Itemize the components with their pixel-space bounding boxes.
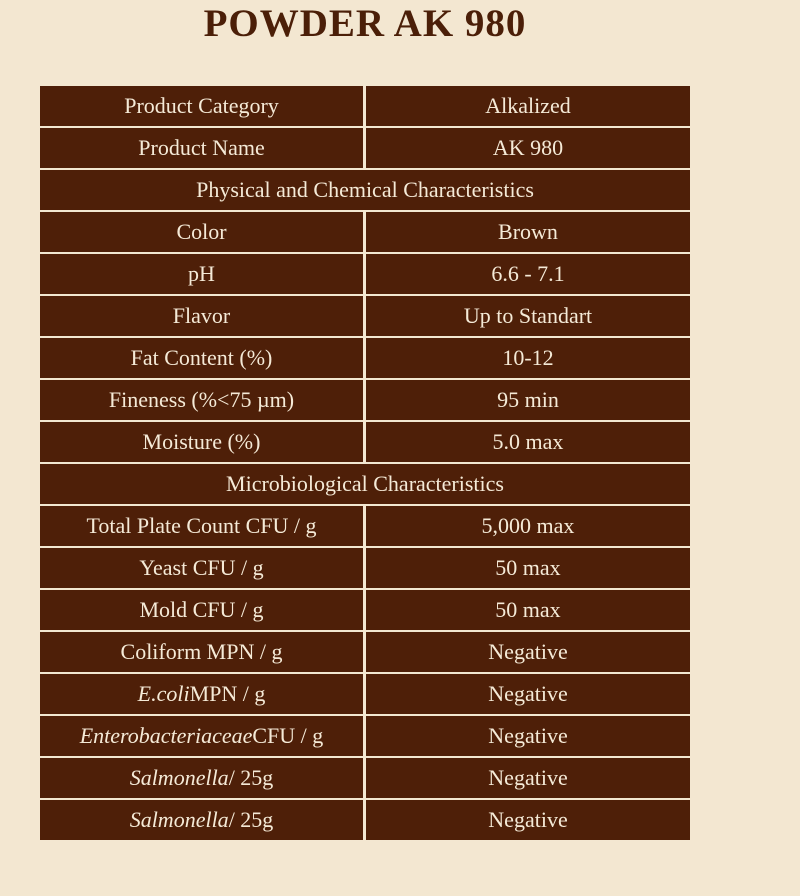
unit-text: / 25g xyxy=(228,765,274,790)
row-label: Product Name xyxy=(40,128,363,168)
row-label xyxy=(40,758,363,798)
table-row-salmonella-1 xyxy=(40,758,690,798)
table-row-mold xyxy=(40,590,690,630)
table-row-tpc xyxy=(40,506,690,546)
spec-table xyxy=(40,86,690,842)
row-value: 5,000 max xyxy=(366,506,690,546)
row-label: Yeast CFU / g xyxy=(40,548,363,588)
table-row-ph xyxy=(40,254,690,294)
unit-text: MPN / g xyxy=(189,681,266,706)
table-row-product-category xyxy=(40,86,690,126)
section-title: Physical and Chemical Characteristics xyxy=(40,170,690,210)
table-row-enterobacteriaceae xyxy=(40,716,690,756)
row-label: Product Category xyxy=(40,86,363,126)
row-value: 6.6 - 7.1 xyxy=(366,254,690,294)
row-label: Flavor xyxy=(40,296,363,336)
row-value: 50 max xyxy=(366,590,690,630)
table-row-flavor xyxy=(40,296,690,336)
table-row-fat xyxy=(40,338,690,378)
row-value: 5.0 max xyxy=(366,422,690,462)
row-value: Negative xyxy=(366,800,690,840)
table-row-product-name xyxy=(40,128,690,168)
row-label xyxy=(40,800,363,840)
row-label: Fat Content (%) xyxy=(40,338,363,378)
row-value: Up to Standart xyxy=(366,296,690,336)
section-title: Microbiological Characteristics xyxy=(40,464,690,504)
row-value: Alkalized xyxy=(366,86,690,126)
table-row-salmonella-2 xyxy=(40,800,690,840)
row-label xyxy=(40,674,363,714)
row-label: Moisture (%) xyxy=(40,422,363,462)
organism-name: E.coli xyxy=(137,681,190,706)
row-value: 50 max xyxy=(366,548,690,588)
table-row-ecoli xyxy=(40,674,690,714)
table-row-fineness xyxy=(40,380,690,420)
row-value: Brown xyxy=(366,212,690,252)
row-value: AK 980 xyxy=(366,128,690,168)
table-row-coliform xyxy=(40,632,690,672)
organism-name: Enterobacteriaceae xyxy=(79,723,253,748)
section-header-physical xyxy=(40,170,690,210)
row-label: Total Plate Count CFU / g xyxy=(40,506,363,546)
row-value: Negative xyxy=(366,632,690,672)
row-label: Fineness (%<75 µm) xyxy=(40,380,363,420)
row-label: Color xyxy=(40,212,363,252)
section-header-micro xyxy=(40,464,690,504)
page-title: POWDER AK 980 xyxy=(203,2,527,45)
row-label: Mold CFU / g xyxy=(40,590,363,630)
row-value: 10-12 xyxy=(366,338,690,378)
organism-name: Salmonella xyxy=(129,807,229,832)
row-value: Negative xyxy=(366,758,690,798)
organism-name: Salmonella xyxy=(129,765,229,790)
unit-text: CFU / g xyxy=(252,723,324,748)
table-row-moisture xyxy=(40,422,690,462)
unit-text: / 25g xyxy=(228,807,274,832)
row-value: 95 min xyxy=(366,380,690,420)
row-label: Coliform MPN / g xyxy=(40,632,363,672)
row-value: Negative xyxy=(366,674,690,714)
row-label: pH xyxy=(40,254,363,294)
row-value: Negative xyxy=(366,716,690,756)
table-row-color xyxy=(40,212,690,252)
row-label xyxy=(40,716,363,756)
table-row-yeast xyxy=(40,548,690,588)
